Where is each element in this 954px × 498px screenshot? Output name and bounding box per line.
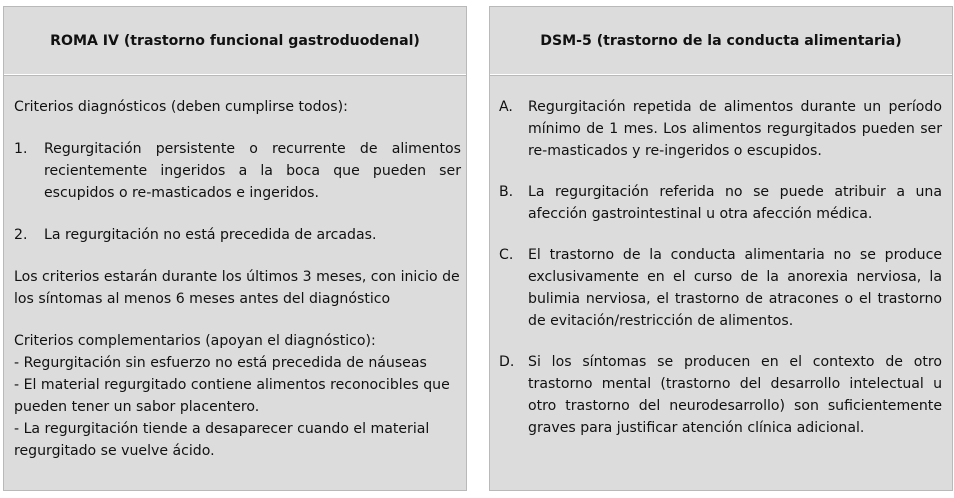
- criterion-text: El trastorno de la conducta alimentaria no se produce exclusivamente en el curso de la anorexia nerviosa, la bulimia nerviosa, el trastorno de atracones o el trastorno de evitación/restricción de alimentos.: [528, 247, 942, 329]
- criterion-marker: D.: [499, 354, 515, 370]
- criterion-text: La regurgitación no está precedida de arcadas.: [44, 227, 377, 243]
- rome-iv-complementary-item: - Regurgitación sin esfuerzo no está precedida de náuseas: [14, 355, 427, 371]
- dsm-5-criterion-b: [499, 181, 942, 225]
- criterion-marker: 1.: [14, 141, 28, 157]
- dsm-5-criterion-c: [499, 244, 942, 332]
- rome-iv-body: [4, 75, 466, 490]
- dsm-5-criterion-d: [499, 351, 942, 439]
- criterion-text: Regurgitación persistente o recurrente de alimentos recientemente ingeridos a la boca que pueden ser escupidos o re-masticados e ingeridos.: [44, 141, 461, 201]
- criterion-text: Si los síntomas se producen en el contexto de otro trastorno mental (trastorno del desarrollo intelectual u otro trastorno del neurodesarrollo) son suficientemente graves para justificar atención clínica adicional.: [528, 354, 942, 436]
- dsm-5-panel: [489, 6, 953, 491]
- rome-iv-title: ROMA IV (trastorno funcional gastroduodenal): [4, 7, 466, 75]
- criterion-text: La regurgitación referida no se puede atribuir a una afección gastrointestinal u otra afección médica.: [528, 184, 942, 222]
- criterion-marker: A.: [499, 99, 513, 115]
- rome-iv-complementary-item: - La regurgitación tiende a desaparecer cuando el material regurgitado se vuelve ácido.: [14, 421, 430, 459]
- rome-iv-complementary-item: - El material regurgitado contiene alimentos reconocibles que pueden tener un sabor placentero.: [14, 377, 450, 415]
- rome-iv-intro: Criterios diagnósticos (deben cumplirse todos):: [14, 99, 348, 115]
- rome-iv-duration: Los criterios estarán durante los últimos 3 meses, con inicio de los síntomas al menos 6 meses antes del diagnóstico: [14, 269, 460, 307]
- criterion-text: Regurgitación repetida de alimentos durante un período mínimo de 1 mes. Los alimentos regurgitados pueden ser re-masticados y re-ingeridos o escupidos.: [528, 99, 942, 159]
- rome-iv-criterion-1: [14, 138, 461, 204]
- rome-iv-complementary-title: Criterios complementarios (apoyan el diagnóstico):: [14, 333, 376, 349]
- dsm-5-title: DSM-5 (trastorno de la conducta alimentaria): [490, 7, 952, 75]
- dsm-5-criterion-a: [499, 96, 942, 162]
- dsm-5-body: [490, 75, 952, 490]
- criterion-marker: 2.: [14, 227, 28, 243]
- rome-iv-criterion-2: [14, 224, 461, 246]
- criterion-marker: C.: [499, 247, 514, 263]
- rome-iv-panel: [3, 6, 467, 491]
- criterion-marker: B.: [499, 184, 514, 200]
